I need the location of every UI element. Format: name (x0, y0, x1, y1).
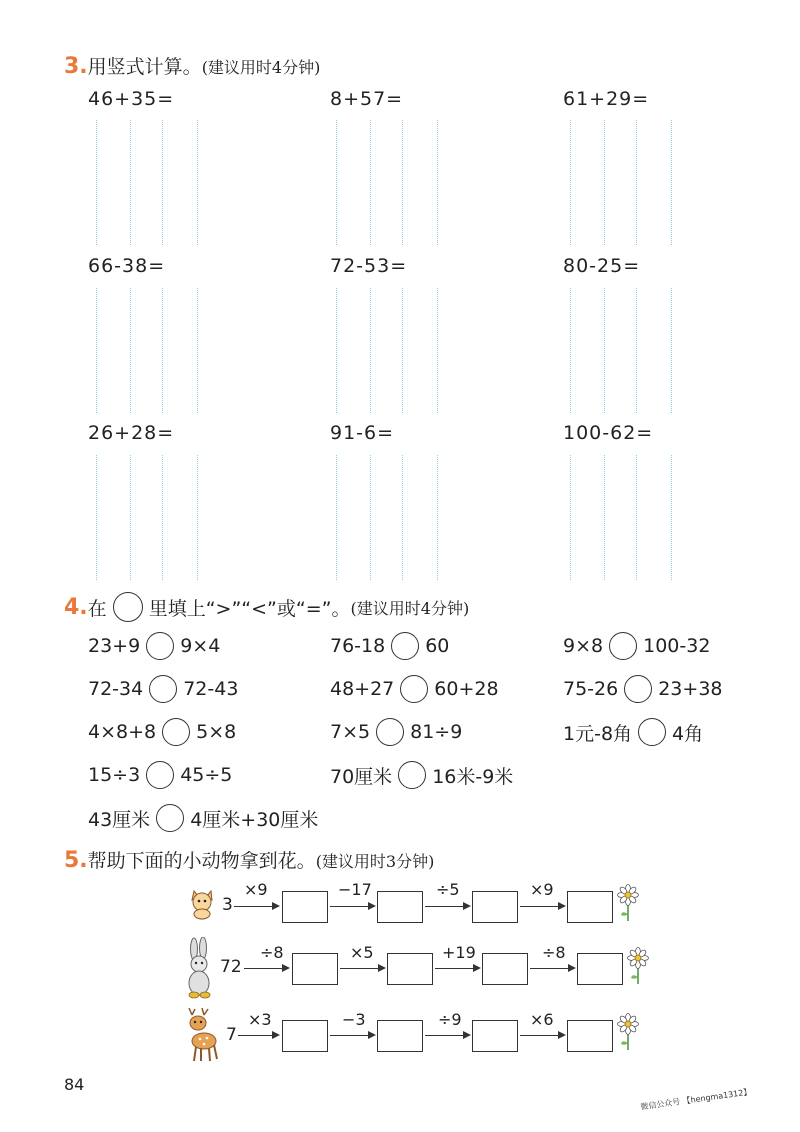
compare-right: 81÷9 (410, 721, 463, 743)
op-label: −17 (338, 880, 372, 899)
op-label: −3 (342, 1010, 366, 1029)
answer-circle[interactable] (391, 632, 419, 660)
compare-item (88, 761, 232, 789)
section-4-note: (建议用时4分钟) (350, 598, 470, 618)
cat-icon (186, 886, 220, 920)
work-area-4[interactable] (92, 288, 222, 413)
compare-right: 5×8 (196, 721, 237, 743)
arrow (244, 968, 288, 969)
compare-item (330, 675, 499, 703)
compare-left: 4×8+8 (88, 721, 157, 743)
op-label: ×6 (530, 1010, 554, 1029)
work-area-3[interactable] (566, 120, 696, 245)
watermark: 微信公众号 【hengma1312】 (639, 1087, 752, 1112)
section-3-note: (建议用时4分钟) (201, 58, 321, 77)
answer-box[interactable] (282, 891, 328, 923)
example-circle-icon (113, 592, 143, 622)
chain-deer (180, 1005, 650, 1065)
problem-9: 100-62= (563, 422, 654, 444)
answer-box[interactable] (577, 953, 623, 985)
problem-5: 72-53= (330, 255, 408, 277)
compare-left: 75-26 (563, 678, 619, 700)
compare-left: 23+9 (88, 635, 141, 657)
answer-circle[interactable] (398, 761, 426, 789)
op-label: ÷9 (438, 1010, 462, 1029)
section-5-note: (建议用时3分钟) (315, 852, 435, 871)
answer-box[interactable] (482, 953, 528, 985)
arrow (520, 906, 564, 907)
compare-item (330, 632, 449, 660)
compare-left: 7×5 (330, 721, 371, 743)
compare-right: 72-43 (183, 678, 239, 700)
chain-start-number: 72 (220, 957, 242, 977)
answer-box[interactable] (377, 1020, 423, 1052)
answer-box[interactable] (472, 891, 518, 923)
compare-item (88, 718, 236, 746)
compare-item (88, 675, 238, 703)
flower-icon (616, 884, 640, 922)
arrow (425, 906, 469, 907)
problem-8: 91-6= (330, 422, 395, 444)
compare-item (563, 675, 723, 703)
section-5-heading (64, 846, 434, 873)
answer-box[interactable] (387, 953, 433, 985)
compare-right: 4厘米+30厘米 (190, 808, 319, 831)
answer-circle[interactable] (162, 718, 190, 746)
compare-left: 15÷3 (88, 764, 141, 786)
answer-circle[interactable] (149, 675, 177, 703)
op-label: ×9 (530, 880, 554, 899)
op-label: ×3 (248, 1010, 272, 1029)
section-5-number: 5. (64, 848, 88, 873)
answer-box[interactable] (472, 1020, 518, 1052)
chain-start-number: 3 (222, 895, 233, 915)
problem-3: 61+29= (563, 88, 650, 110)
problem-4: 66-38= (88, 255, 166, 277)
arrow (234, 906, 278, 907)
arrow (520, 1035, 564, 1036)
compare-left: 76-18 (330, 635, 386, 657)
op-label: ×5 (350, 943, 374, 962)
op-label: ÷8 (260, 943, 284, 962)
compare-right: 45÷5 (180, 764, 233, 786)
work-area-7[interactable] (92, 455, 222, 580)
problem-7: 26+28= (88, 422, 175, 444)
chain-cat (180, 880, 650, 930)
work-area-1[interactable] (92, 120, 222, 245)
compare-item (563, 632, 710, 660)
flower-icon (616, 1013, 640, 1051)
work-area-8[interactable] (332, 455, 462, 580)
op-label: ÷5 (436, 880, 460, 899)
compare-item (88, 632, 220, 660)
answer-circle[interactable] (400, 675, 428, 703)
answer-circle[interactable] (376, 718, 404, 746)
section-3-heading (64, 52, 320, 79)
arrow (330, 906, 374, 907)
section-4-heading (64, 592, 469, 622)
answer-circle[interactable] (609, 632, 637, 660)
arrow (330, 1035, 374, 1036)
compare-right: 9×4 (180, 635, 221, 657)
answer-circle[interactable] (638, 718, 666, 746)
problem-1: 46+35= (88, 88, 175, 110)
work-area-9[interactable] (566, 455, 696, 580)
answer-circle[interactable] (146, 761, 174, 789)
arrow (238, 1035, 278, 1036)
compare-left: 1元-8角 (563, 722, 633, 745)
work-area-5[interactable] (332, 288, 462, 413)
compare-left: 72-34 (88, 678, 144, 700)
chain-start-number: 7 (226, 1025, 237, 1045)
op-label: ÷8 (542, 943, 566, 962)
answer-box[interactable] (292, 953, 338, 985)
compare-left: 70厘米 (330, 765, 393, 788)
answer-box[interactable] (567, 1020, 613, 1052)
section-3-title: 用竖式计算。 (87, 56, 202, 78)
arrow (435, 968, 479, 969)
compare-left: 9×8 (563, 635, 604, 657)
answer-box[interactable] (377, 891, 423, 923)
compare-item (330, 761, 513, 789)
flower-icon (626, 947, 650, 985)
section-3-number: 3. (64, 54, 88, 79)
work-area-6[interactable] (566, 288, 696, 413)
compare-right: 23+38 (658, 678, 723, 700)
compare-left: 48+27 (330, 678, 395, 700)
answer-circle[interactable] (156, 804, 184, 832)
compare-item (563, 718, 703, 746)
arrow (340, 968, 384, 969)
compare-right: 100-32 (643, 635, 711, 657)
section-5-title: 帮助下面的小动物拿到花。 (87, 850, 316, 872)
problem-6: 80-25= (563, 255, 641, 277)
op-label: ×9 (244, 880, 268, 899)
compare-right: 60 (425, 635, 450, 657)
page-number: 84 (64, 1075, 85, 1094)
problem-2: 8+57= (330, 88, 404, 110)
compare-item (330, 718, 462, 746)
compare-right: 60+28 (434, 678, 499, 700)
answer-box[interactable] (282, 1020, 328, 1052)
compare-left: 43厘米 (88, 808, 151, 831)
compare-item (88, 804, 318, 832)
answer-circle[interactable] (146, 632, 174, 660)
section-4-title-after: 里填上“>”“<”或“=”。 (148, 597, 351, 620)
answer-circle[interactable] (624, 675, 652, 703)
answer-box[interactable] (567, 891, 613, 923)
arrow (425, 1035, 469, 1036)
section-4-title-before: 在 (87, 597, 107, 620)
compare-right: 4角 (672, 722, 704, 745)
arrow (530, 968, 574, 969)
op-label: +19 (442, 943, 476, 962)
compare-right: 16米-9米 (432, 765, 514, 788)
rabbit-icon (182, 937, 218, 999)
chain-rabbit (180, 935, 660, 1000)
section-4-number: 4. (64, 594, 88, 620)
deer-icon (182, 1007, 222, 1063)
work-area-2[interactable] (332, 120, 462, 245)
